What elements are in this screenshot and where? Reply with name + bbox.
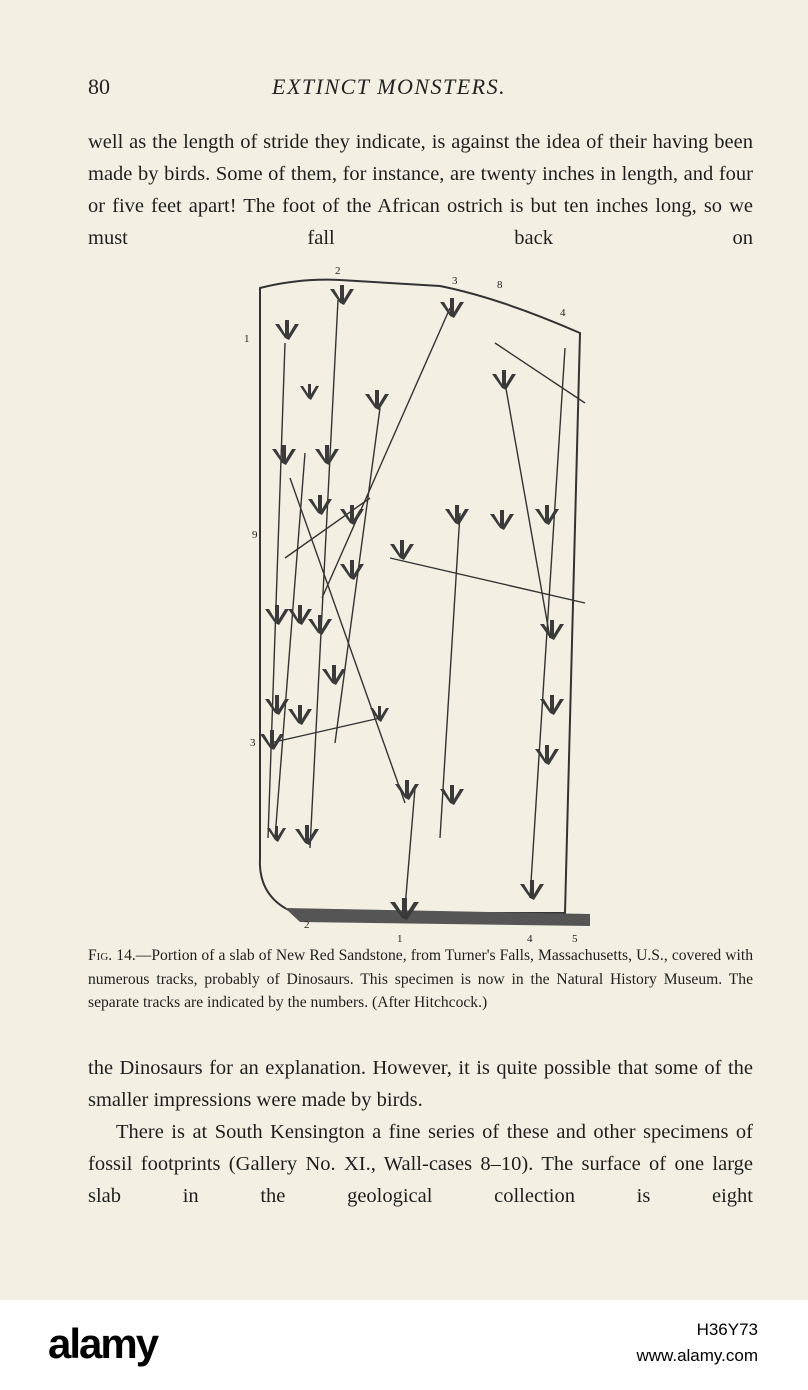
footprint bbox=[300, 384, 319, 400]
track-number: 1 bbox=[244, 333, 250, 345]
track-number: 9 bbox=[252, 529, 258, 541]
track-number: 4 bbox=[560, 307, 566, 319]
footprint bbox=[492, 370, 516, 390]
footprint bbox=[330, 285, 354, 305]
track-number: 2 bbox=[335, 265, 341, 277]
footprint bbox=[365, 390, 389, 410]
track-number: 1 bbox=[397, 933, 403, 945]
track-line bbox=[268, 343, 285, 838]
site-url: www.alamy.com bbox=[636, 1346, 758, 1365]
footprint bbox=[308, 615, 332, 635]
track-line bbox=[322, 308, 450, 598]
track-number: 2 bbox=[304, 919, 310, 931]
footprint bbox=[340, 505, 364, 525]
footprint bbox=[267, 826, 286, 842]
footprint bbox=[288, 705, 312, 725]
footprint bbox=[275, 320, 299, 340]
paragraph-top bbox=[88, 126, 753, 254]
paragraph: There is at South Kensington a fine series of these and other specimens of fossil footprints (Gallery No. XI., Wall-cases 8–10). The surface of one large slab in the geological collection is eight bbox=[88, 1121, 753, 1207]
slab-base bbox=[285, 908, 590, 926]
fossil-slab-illustration bbox=[240, 258, 600, 948]
footprint bbox=[265, 605, 289, 625]
footprint bbox=[390, 540, 414, 560]
footprint bbox=[540, 695, 564, 715]
paragraph: well as the length of stride they indicate, is against the idea of their having been made by birds. Some of them, for instance, are twenty inches in length, and four or five feet apart! The foot of the African ostrich is but ten inches long, so we must fall back on bbox=[88, 131, 753, 249]
track-line bbox=[270, 718, 380, 743]
track-line bbox=[405, 788, 415, 908]
page-number: 80 bbox=[88, 74, 110, 99]
image-id: H36Y73 bbox=[696, 1320, 758, 1339]
stock-footer bbox=[0, 1300, 808, 1390]
caption-text: —Portion of a slab of New Red Sandstone, from Turner's Falls, Massachusetts, U.S., covered with numerous tracks, probably of Dinosaurs. This specimen is now in the Natural History Museum. The separate tracks are indicated by the numbers. (After Hitchcock.) bbox=[88, 947, 753, 1011]
track-number: 5 bbox=[572, 933, 578, 945]
footprint bbox=[540, 620, 564, 640]
track-line bbox=[505, 383, 550, 638]
footprint bbox=[520, 880, 544, 900]
track-line bbox=[290, 478, 405, 803]
footprint bbox=[322, 665, 346, 685]
caption-label: Fig. 14. bbox=[88, 947, 136, 964]
running-title: EXTINCT MONSTERS. bbox=[272, 74, 507, 99]
footprint bbox=[295, 825, 319, 845]
footprint bbox=[440, 298, 464, 318]
track-number: 8 bbox=[497, 279, 503, 291]
alamy-logo: alamy bbox=[48, 1320, 158, 1367]
track-number: 4 bbox=[527, 933, 533, 945]
track-line bbox=[495, 343, 585, 403]
footprint bbox=[272, 445, 296, 465]
footprint bbox=[490, 510, 514, 530]
paragraphs-bottom bbox=[88, 1052, 753, 1212]
footprint bbox=[315, 445, 339, 465]
footprint bbox=[340, 560, 364, 580]
paragraph: the Dinosaurs for an explanation. However, it is quite possible that some of the smaller impressions were made by birds. bbox=[88, 1057, 753, 1111]
track-number: 3 bbox=[250, 737, 256, 749]
fossil-slab-figure bbox=[240, 258, 600, 948]
track-line bbox=[335, 408, 380, 743]
track-number: 3 bbox=[452, 275, 458, 287]
footprint bbox=[445, 505, 469, 525]
track-line bbox=[390, 558, 585, 603]
figure-caption bbox=[88, 944, 753, 1015]
